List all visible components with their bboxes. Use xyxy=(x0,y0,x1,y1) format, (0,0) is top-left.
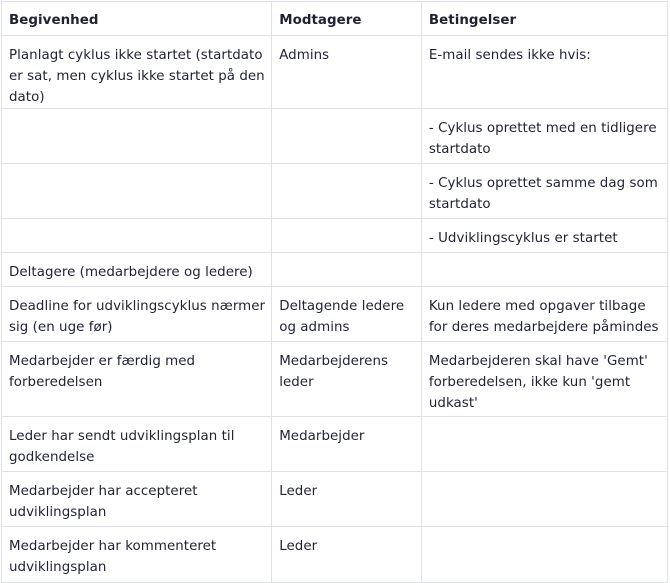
column-header-conditions: Betingelser xyxy=(421,2,667,36)
table-row xyxy=(2,36,668,109)
conditions-cell: - Cyklus oprettet samme dag som startdato xyxy=(421,164,667,219)
table-row xyxy=(2,417,668,472)
recipients-cell: Leder xyxy=(272,527,422,583)
event-cell: Deltagere (medarbejdere og ledere) xyxy=(2,253,272,287)
event-cell: Deadline for udviklingscyklus nærmer sig (en uge før) xyxy=(2,287,272,342)
conditions-cell: Kun ledere med opgaver tilbage for deres medarbejdere påmindes xyxy=(421,287,667,342)
recipients-cell: Medarbejderens leder xyxy=(272,342,422,417)
column-header-recipients: Modtagere xyxy=(272,2,422,36)
recipients-cell xyxy=(272,253,422,287)
table-row xyxy=(2,253,668,287)
event-cell: Planlagt cyklus ikke startet (startdato er sat, men cyklus ikke startet på den dato) xyxy=(2,36,272,109)
event-cell xyxy=(2,109,272,164)
table-row xyxy=(2,472,668,527)
conditions-cell xyxy=(421,472,667,527)
conditions-cell: - Udviklingscyklus er startet xyxy=(421,219,667,253)
table-row xyxy=(2,109,668,164)
recipients-cell: Leder xyxy=(272,472,422,527)
recipients-cell: Medarbejder xyxy=(272,417,422,472)
table-row xyxy=(2,287,668,342)
table-row xyxy=(2,342,668,417)
table-row xyxy=(2,527,668,583)
recipients-cell xyxy=(272,109,422,164)
event-cell xyxy=(2,219,272,253)
conditions-cell xyxy=(421,527,667,583)
table-row xyxy=(2,219,668,253)
conditions-cell: - Cyklus oprettet med en tidligere startdato xyxy=(421,109,667,164)
column-header-event: Begivenhed xyxy=(2,2,272,36)
event-cell xyxy=(2,164,272,219)
recipients-cell: Admins xyxy=(272,36,422,109)
conditions-cell xyxy=(421,417,667,472)
recipients-cell xyxy=(272,219,422,253)
recipients-cell xyxy=(272,164,422,219)
event-cell: Leder har sendt udviklingsplan til godkendelse xyxy=(2,417,272,472)
event-cell: Medarbejder har accepteret udviklingsplan xyxy=(2,472,272,527)
event-cell: Medarbejder er færdig med forberedelsen xyxy=(2,342,272,417)
notification-events-table xyxy=(1,1,668,583)
table-header-row xyxy=(2,2,668,36)
conditions-cell: Medarbejderen skal have 'Gemt' forberedelsen, ikke kun 'gemt udkast' xyxy=(421,342,667,417)
table-row xyxy=(2,164,668,219)
recipients-cell: Deltagende ledere og admins xyxy=(272,287,422,342)
event-cell: Medarbejder har kommenteret udviklingsplan xyxy=(2,527,272,583)
conditions-cell xyxy=(421,253,667,287)
conditions-cell: E-mail sendes ikke hvis: xyxy=(421,36,667,109)
